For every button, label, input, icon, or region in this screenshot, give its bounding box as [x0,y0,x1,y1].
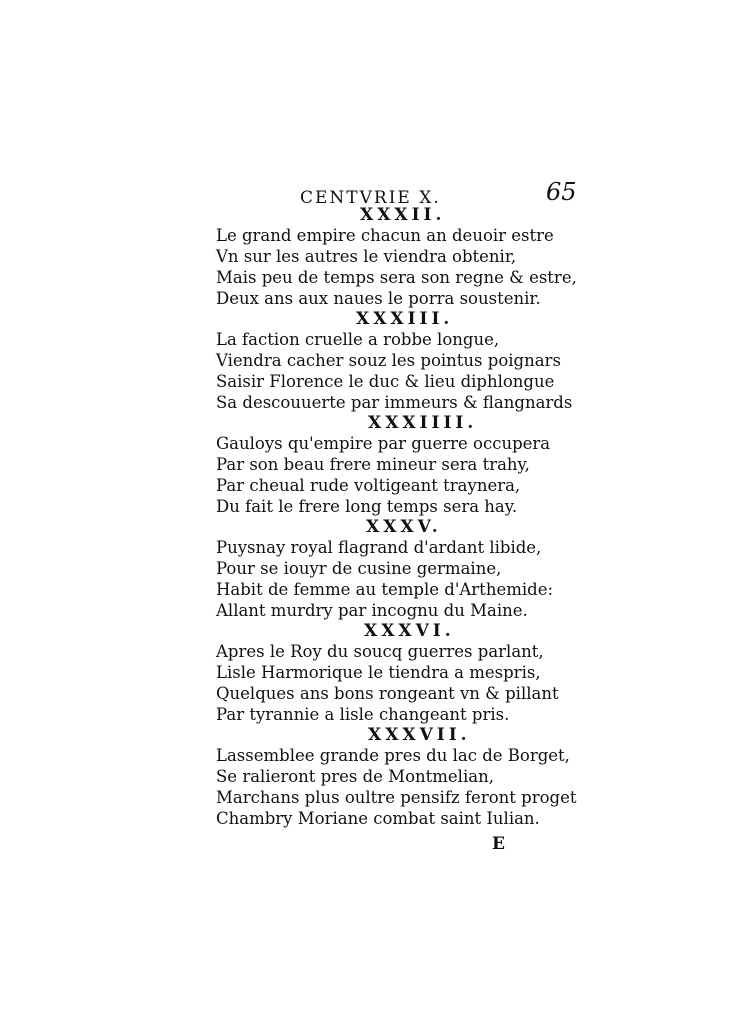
verse-line: Apres le Roy du soucq guerres parlant, [216,642,544,661]
verse-line: Mais peu de temps sera son regne & estre, [216,268,577,287]
verse-line: Se ralieront pres de Montmelian, [216,767,494,786]
verse-line: Chambry Moriane combat saint Iulian. [216,809,540,828]
verse-line: Lassemblee grande pres du lac de Borget, [216,746,570,765]
page-number: 65 [546,178,577,206]
verse-line: Du fait le frere long temps sera hay. [216,497,518,516]
quatrain-number: XXXVII. [368,725,471,745]
verse-line: Pour se iouyr de cusine germaine, [216,559,502,578]
verse-line: Deux ans aux naues le porra soustenir. [216,289,541,308]
quatrain [216,309,576,413]
verse-line: Par son beau frere mineur sera trahy, [216,455,530,474]
verse-line: Lisle Harmorique le tiendra a mespris, [216,663,541,682]
quatrain [216,413,576,517]
verse-line: Sa descouuerte par immeurs & flangnards [216,393,573,412]
quatrain-number: XXXIII. [356,309,454,329]
quatrain [216,517,576,621]
quatrain [216,205,576,309]
quatrain [216,725,576,829]
verse-line: Puysnay royal flagrand d'ardant libide, [216,538,542,557]
verse-line: Par tyrannie a lisle changeant pris. [216,705,510,724]
quatrain-number: XXXVI. [364,621,455,641]
signature-mark: E [492,834,505,854]
quatrain-number: XXXII. [360,205,446,225]
verse-line: Marchans plus oultre pensifz feront proget [216,788,577,807]
verse-line: Vn sur les autres le viendra obtenir, [216,247,517,266]
verse-line: La faction cruelle a robbe longue, [216,330,500,349]
quatrain [216,621,576,725]
verse-line: Allant murdry par incognu du Maine. [216,601,528,620]
quatrain-list [216,205,576,829]
verse-line: Par cheual rude voltigeant traynera, [216,476,521,495]
verse-line: Viendra cacher souz les pointus poignars [216,351,561,370]
verse-line: Gauloys qu'empire par guerre occupera [216,434,551,453]
verse-line: Saisir Florence le duc & lieu diphlongue [216,372,555,391]
verse-line: Habit de femme au temple d'Arthemide: [216,580,554,599]
quatrain-number: XXXV. [366,517,442,537]
running-head: CENTVRIE X. [300,188,441,208]
verse-line: Quelques ans bons rongeant vn & pillant [216,684,559,703]
verse-line: Le grand empire chacun an deuoir estre [216,226,554,245]
quatrain-number: XXXIIII. [368,413,478,433]
